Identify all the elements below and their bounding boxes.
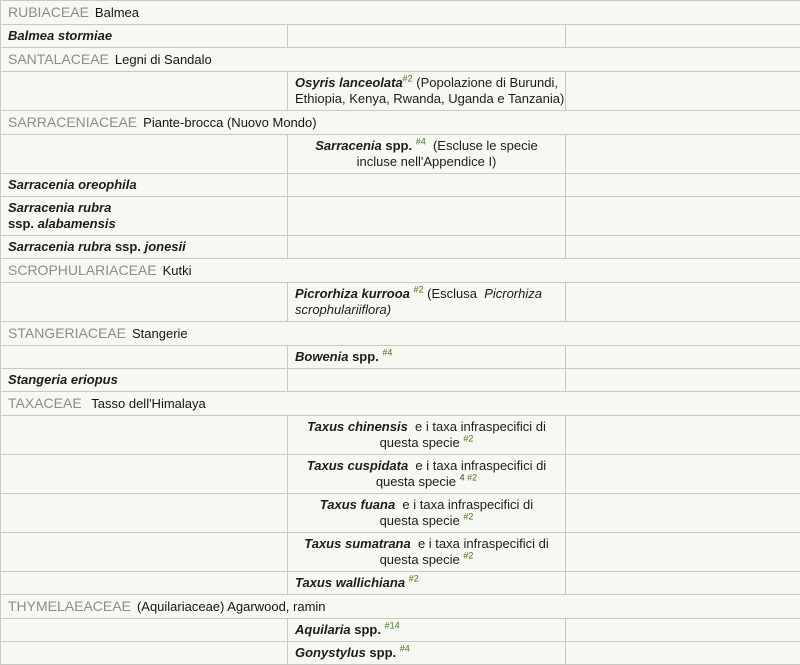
species-row xyxy=(1,346,800,369)
species-line xyxy=(295,575,558,591)
family-common-name: Stangerie xyxy=(132,326,188,341)
scientific-name: Aquilaria xyxy=(295,622,351,637)
species-line xyxy=(295,497,558,513)
species-cell xyxy=(1,236,288,259)
species-line xyxy=(295,513,558,529)
species-row xyxy=(1,642,800,665)
family-common-name: Kutki xyxy=(163,263,192,278)
species-row xyxy=(1,25,800,48)
family-common-name: (Aquilariaceae) Agarwood, ramin xyxy=(137,599,326,614)
scientific-name: Taxus chinensis xyxy=(307,419,408,434)
footnote-ref: #4 xyxy=(416,137,426,147)
footnote-ref: #4 xyxy=(382,348,392,358)
species-row xyxy=(1,494,800,533)
empty-cell xyxy=(566,369,800,392)
empty-cell xyxy=(566,174,800,197)
species-line xyxy=(295,435,558,451)
family-header-cell xyxy=(1,392,800,416)
species-row xyxy=(1,455,800,494)
family-name: TAXACEAE xyxy=(8,395,82,411)
text-segment: questa specie xyxy=(380,435,464,450)
empty-cell xyxy=(566,135,800,174)
species-cell xyxy=(1,174,288,197)
footnote-ref: #2 xyxy=(409,574,419,584)
text-segment: spp. xyxy=(366,645,400,660)
empty-cell xyxy=(288,197,566,236)
species-row xyxy=(1,369,800,392)
text-segment: Ethiopia, Kenya, Rwanda, Uganda e Tanzania) xyxy=(295,91,564,106)
species-row xyxy=(1,416,800,455)
text-segment: questa specie xyxy=(380,552,464,567)
species-line xyxy=(295,419,558,435)
footnote-ref: #2 xyxy=(463,434,473,444)
species-line xyxy=(295,552,558,568)
family-name: SANTALACEAE xyxy=(8,51,109,67)
text-segment: e i taxa infraspecifici di xyxy=(408,458,546,473)
species-line xyxy=(295,302,558,318)
family-name: SCROPHULARIACEAE xyxy=(8,262,157,278)
text-segment: (Escluse le specie xyxy=(426,138,538,153)
footnote-ref: #2 xyxy=(413,285,423,295)
scientific-name: Picrorhiza kurrooa xyxy=(295,286,413,301)
empty-cell xyxy=(1,72,288,111)
species-cell xyxy=(288,572,566,595)
species-cell xyxy=(288,135,566,174)
species-line xyxy=(295,536,558,552)
species-cell xyxy=(288,283,566,322)
species-line xyxy=(8,177,280,193)
footnote-ref: #2 xyxy=(403,74,413,84)
empty-cell xyxy=(1,642,288,665)
text-segment: incluse nell'Appendice I) xyxy=(357,154,497,169)
species-line xyxy=(295,91,558,107)
species-line xyxy=(295,474,558,490)
empty-cell xyxy=(1,346,288,369)
text-segment: spp. xyxy=(348,349,382,364)
species-row xyxy=(1,72,800,111)
species-cell xyxy=(288,416,566,455)
species-row xyxy=(1,236,800,259)
scientific-name: Bowenia xyxy=(295,349,348,364)
empty-cell xyxy=(566,572,800,595)
text-segment: scrophulariiflora) xyxy=(295,302,391,317)
species-row xyxy=(1,135,800,174)
text-segment: (Esclusa xyxy=(424,286,485,301)
family-header-cell xyxy=(1,595,800,619)
empty-cell xyxy=(566,236,800,259)
scientific-name: Stangeria eriopus xyxy=(8,372,118,387)
empty-cell xyxy=(1,533,288,572)
scientific-name: Sarracenia rubra xyxy=(8,200,111,215)
scientific-name: Sarracenia xyxy=(315,138,382,153)
family-common-name: Piante-brocca (Nuovo Mondo) xyxy=(143,115,316,130)
species-line xyxy=(295,349,558,365)
footnote-ref: #2 xyxy=(463,512,473,522)
empty-cell xyxy=(1,283,288,322)
species-cell xyxy=(288,619,566,642)
family-header-row xyxy=(1,595,800,619)
empty-cell xyxy=(1,135,288,174)
family-header-row xyxy=(1,322,800,346)
empty-cell xyxy=(288,369,566,392)
species-line xyxy=(295,286,558,302)
empty-cell xyxy=(1,494,288,533)
scientific-name: Sarracenia oreophila xyxy=(8,177,137,192)
empty-cell xyxy=(288,236,566,259)
species-line xyxy=(8,372,280,388)
family-name: STANGERIACEAE xyxy=(8,325,126,341)
family-header-row xyxy=(1,1,800,25)
species-cell xyxy=(288,455,566,494)
text-segment: (Popolazione di Burundi, xyxy=(413,75,558,90)
empty-cell xyxy=(566,642,800,665)
family-name: THYMELAEACEAE xyxy=(8,598,131,614)
text-segment: e i taxa infraspecifici di xyxy=(411,536,549,551)
species-row xyxy=(1,572,800,595)
text-segment: spp. xyxy=(382,138,416,153)
species-line xyxy=(295,458,558,474)
text-segment: ssp. xyxy=(8,216,38,231)
empty-cell xyxy=(1,455,288,494)
scientific-name: Gonystylus xyxy=(295,645,366,660)
scientific-name: jonesii xyxy=(145,239,186,254)
species-line xyxy=(8,216,280,232)
species-cell xyxy=(288,72,566,111)
empty-cell xyxy=(566,346,800,369)
empty-cell xyxy=(566,619,800,642)
species-line xyxy=(295,75,558,91)
species-line xyxy=(295,622,558,638)
family-header-row xyxy=(1,392,800,416)
scientific-name: Taxus wallichiana xyxy=(295,575,409,590)
empty-cell xyxy=(566,455,800,494)
empty-cell xyxy=(566,72,800,111)
species-row xyxy=(1,533,800,572)
footnote-ref: 4 xyxy=(460,473,468,483)
text-segment: e i taxa infraspecifici di xyxy=(395,497,533,512)
empty-cell xyxy=(566,494,800,533)
family-header-cell xyxy=(1,322,800,346)
family-name: RUBIACEAE xyxy=(8,4,89,20)
text-segment: spp. xyxy=(351,622,385,637)
empty-cell xyxy=(566,25,800,48)
species-cell xyxy=(1,25,288,48)
empty-cell xyxy=(566,533,800,572)
footnote-ref: #2 xyxy=(467,473,477,483)
scientific-name: Osyris lanceolata xyxy=(295,75,403,90)
empty-cell xyxy=(288,25,566,48)
text-segment: questa specie xyxy=(376,474,460,489)
scientific-name: alabamensis xyxy=(38,216,116,231)
family-header-cell xyxy=(1,48,800,72)
scientific-name: Sarracenia rubra xyxy=(8,239,115,254)
species-cell xyxy=(1,369,288,392)
species-line xyxy=(295,154,558,170)
family-common-name: Balmea xyxy=(95,5,139,20)
species-line xyxy=(8,200,280,216)
family-header-row xyxy=(1,48,800,72)
species-row xyxy=(1,174,800,197)
text-segment: ssp. xyxy=(115,239,145,254)
footnote-ref: #4 xyxy=(400,644,410,654)
empty-cell xyxy=(566,416,800,455)
species-cell xyxy=(288,494,566,533)
family-header-cell xyxy=(1,111,800,135)
scientific-name: Taxus fuana xyxy=(320,497,395,512)
species-cell xyxy=(288,346,566,369)
empty-cell xyxy=(1,416,288,455)
empty-cell xyxy=(566,283,800,322)
footnote-ref: #14 xyxy=(385,621,400,631)
species-cell xyxy=(288,642,566,665)
family-header-cell xyxy=(1,1,800,25)
family-name: SARRACENIACEAE xyxy=(8,114,137,130)
text-segment: questa specie xyxy=(380,513,464,528)
family-common-name: Tasso dell'Himalaya xyxy=(88,396,206,411)
family-common-name: Legni di Sandalo xyxy=(115,52,212,67)
text-segment: e i taxa infraspecifici di xyxy=(408,419,546,434)
scientific-name: Taxus cuspidata xyxy=(307,458,408,473)
family-header-cell xyxy=(1,259,800,283)
species-line xyxy=(8,239,280,255)
species-row xyxy=(1,619,800,642)
species-cell xyxy=(288,533,566,572)
species-row xyxy=(1,197,800,236)
species-row xyxy=(1,283,800,322)
family-header-row xyxy=(1,111,800,135)
empty-cell xyxy=(1,619,288,642)
scientific-name: Taxus sumatrana xyxy=(304,536,410,551)
species-line xyxy=(295,645,558,661)
family-header-row xyxy=(1,259,800,283)
scientific-name: Balmea stormiae xyxy=(8,28,112,43)
text-segment: Picrorhiza xyxy=(484,286,542,301)
species-line xyxy=(295,138,558,154)
empty-cell xyxy=(566,197,800,236)
species-line xyxy=(8,28,280,44)
footnote-ref: #2 xyxy=(463,551,473,561)
empty-cell xyxy=(288,174,566,197)
species-cell xyxy=(1,197,288,236)
empty-cell xyxy=(1,572,288,595)
